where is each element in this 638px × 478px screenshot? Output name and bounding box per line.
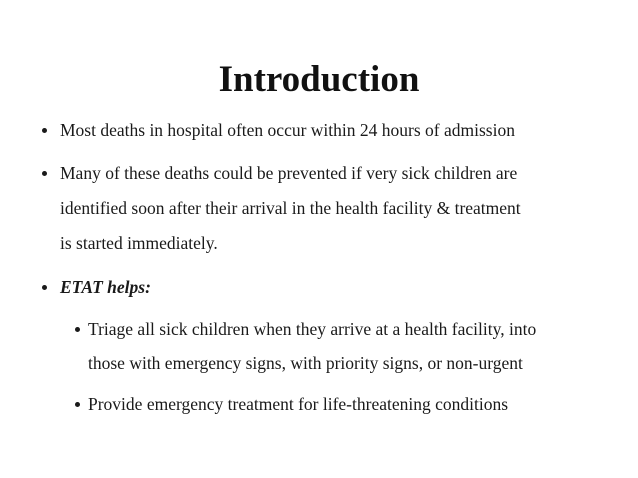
slide-title: Introduction xyxy=(218,59,420,100)
sub-bullet-1-line-1: Triage all sick children when they arrive at a health facility, into xyxy=(88,319,537,339)
sub-bullet-dot xyxy=(75,327,80,332)
bullet-dot xyxy=(42,285,47,290)
bullet-1-line-1: Most deaths in hospital often occur within 24 hours of admission xyxy=(60,120,515,140)
bullet-2-line-1: Many of these deaths could be prevented if very sick children are xyxy=(60,163,518,183)
bullet-dot xyxy=(42,128,47,133)
sub-bullet-2-line-1: Provide emergency treatment for life-threatening conditions xyxy=(88,394,509,414)
bullet-dot xyxy=(42,171,47,176)
sub-bullet-dot xyxy=(75,402,80,407)
bullet-3-line-1: ETAT helps: xyxy=(60,277,151,297)
bullet-2-line-2: identified soon after their arrival in the health facility & treatment xyxy=(60,198,521,218)
sub-bullet-1-line-2: those with emergency signs, with priority signs, or non-urgent xyxy=(88,353,523,373)
bullet-2-line-3: is started immediately. xyxy=(60,233,218,253)
